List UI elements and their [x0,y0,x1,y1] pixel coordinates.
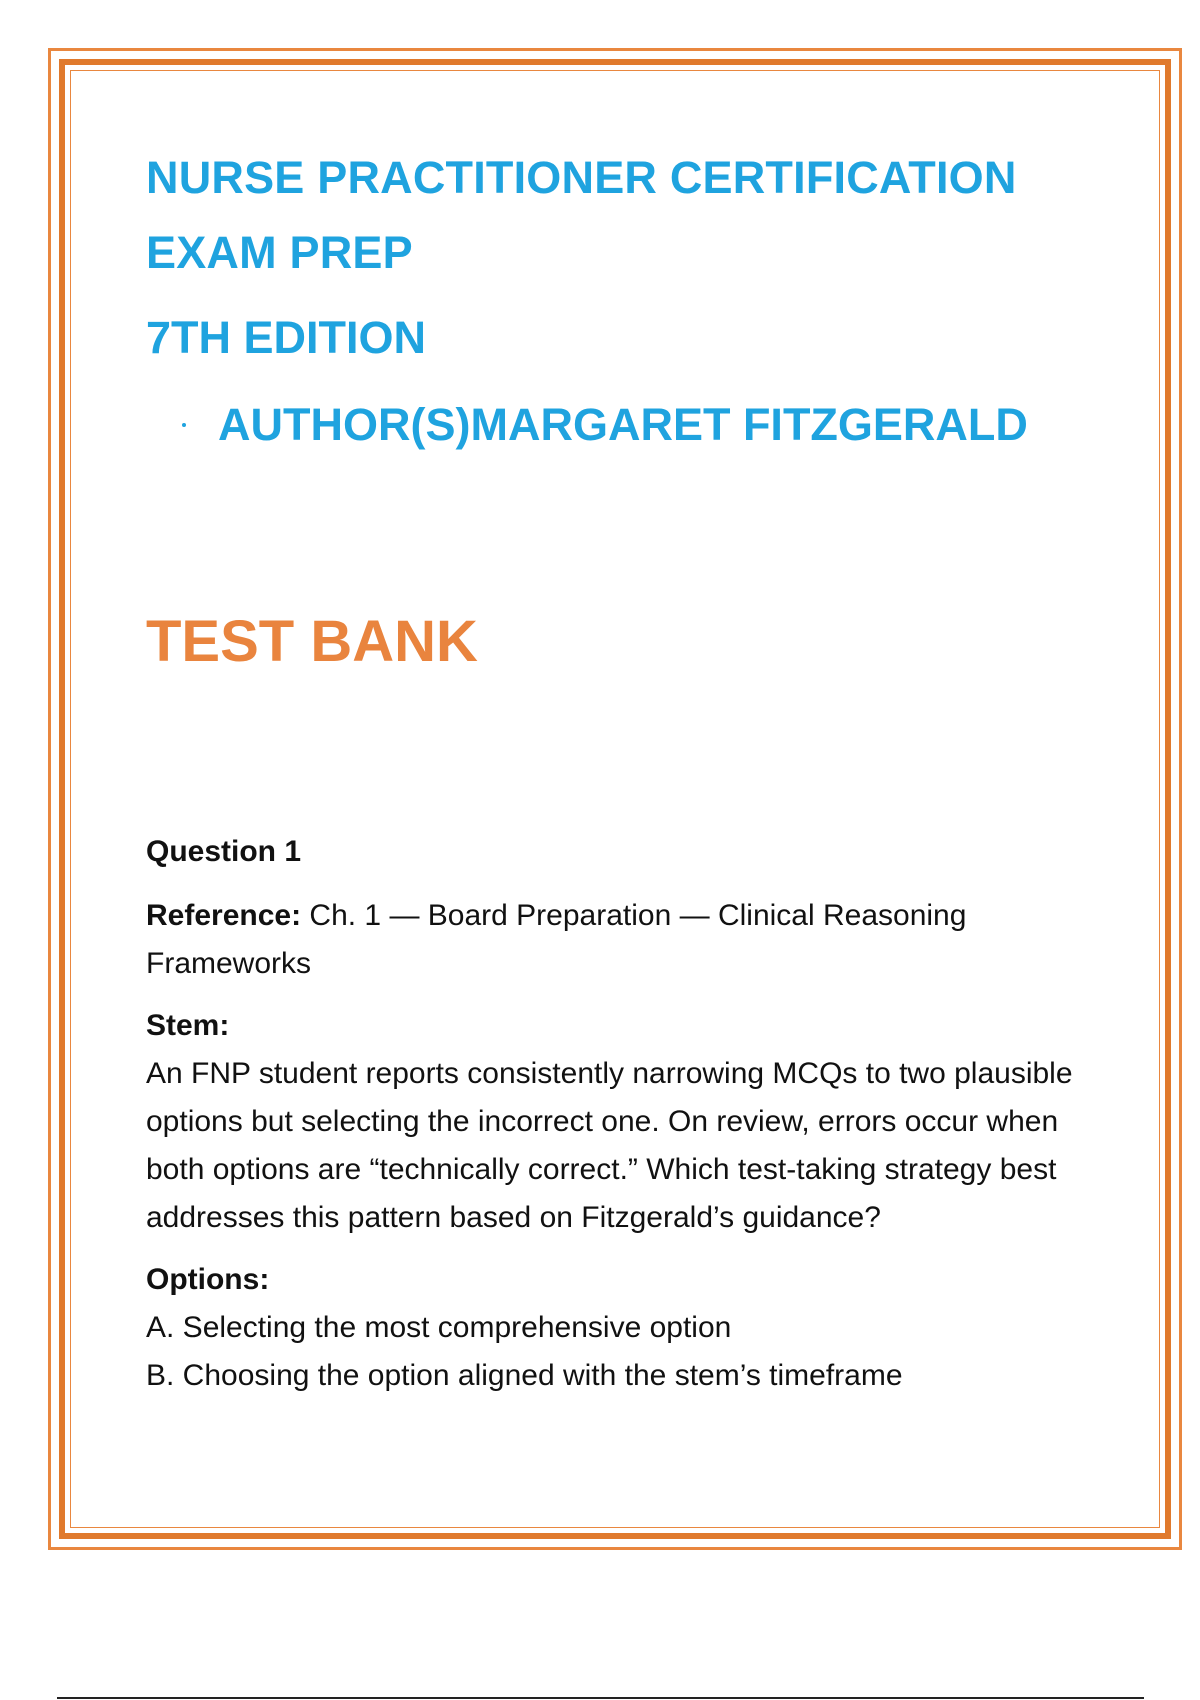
option-a: A. Selecting the most comprehensive option [146,1311,732,1344]
edition-label: 7TH EDITION [146,312,427,363]
book-title-line2: EXAM PREP [146,227,413,278]
book-title [146,140,1106,290]
option-b: B. Choosing the option aligned with the stem’s timeframe [146,1359,903,1392]
reference-text: Ch. 1 — Board Preparation — Clinical Reasoning Frameworks [146,899,967,980]
stem-label: Stem: [146,1009,230,1042]
bullet-icon [182,423,186,427]
options-label: Options: [146,1263,270,1296]
author-line [146,387,1106,462]
question-reference [146,892,1106,988]
question-heading: Question 1 [146,835,302,868]
author-name: AUTHOR(S)MARGARET FITZGERALD [218,399,1028,450]
page-bottom-divider [57,1697,1144,1699]
stem-text: An FNP student reports consistently narrowing MCQs to two plausible options but selecting the incorrect one. On review, errors occur when both options are “technically correct.” Which test-taking strategy best addresses this pattern based on Fitzgerald’s guidance? [146,1057,1073,1234]
question-block [146,830,1106,1400]
book-title-line1: NURSE PRACTITIONER CERTIFICATION [146,152,1017,203]
document-content [146,140,1106,1400]
test-bank-heading: TEST BANK [146,609,478,674]
reference-label: Reference: [146,899,302,932]
